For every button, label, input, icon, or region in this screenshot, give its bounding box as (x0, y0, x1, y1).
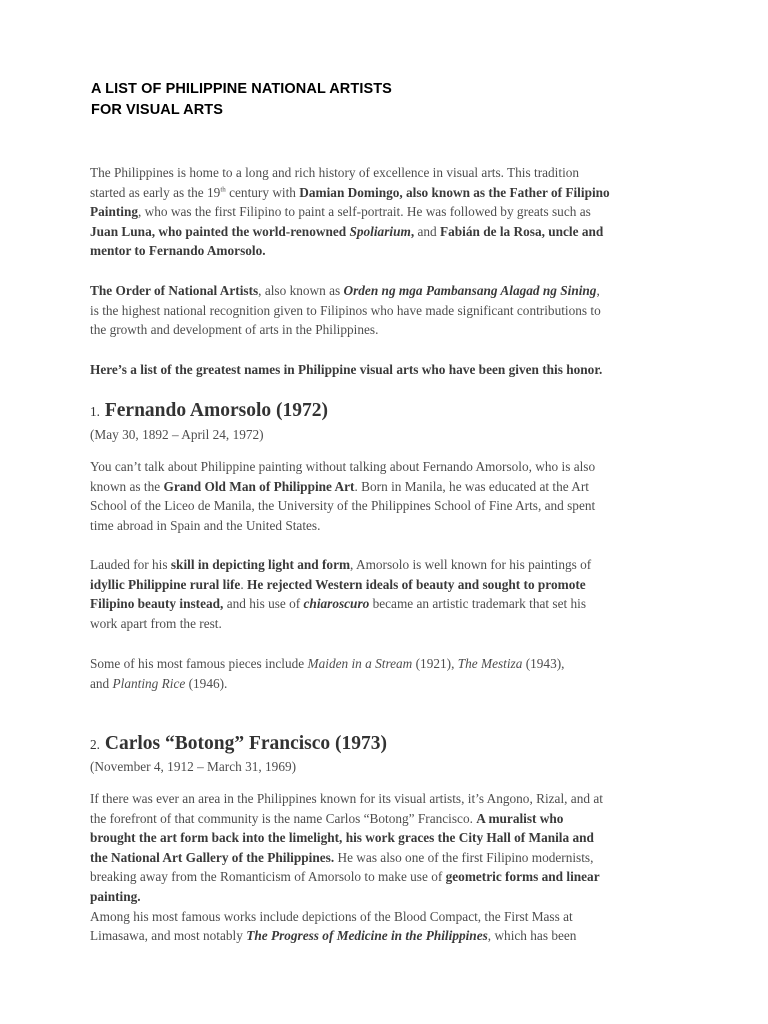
artist-2-dates: (November 4, 1912 – March 31, 1969) (90, 759, 297, 774)
title-line-1: A LIST OF PHILIPPINE NATIONAL ARTISTS (91, 81, 392, 97)
artist-1-dates: (May 30, 1892 – April 24, 1972) (90, 427, 264, 442)
artist-2-heading: 2. Carlos “Botong” Francisco (1973) (90, 733, 388, 754)
artist-1-paragraph-2: Lauded for his skill in depicting light and form, Amorsolo is well known for his paintings of idyllic Philippine rural life. He rejected Western ideals of beauty and sought to promote Filipino beauty instead, and his use of chiaroscuro became an artistic trademark that set his work apart from the rest. (90, 557, 592, 631)
artist-2-paragraph-1: If there was ever an area in the Philippines known for its visual artists, it’s Angono, Rizal, and at the forefront of that community is the name Carlos “Botong” Francisco. A muralist who brought the art form back into the limelight, his work graces the City Hall of Manila and the National Art Gallery of the Philippines. He was also one of the first Filipino modernists, breaking away from the Romanticism of Amorsolo to make use of geometric forms and linear painting. Among his most famous works include depictions of the Blood Compact, the First Mass at Limasawa, and most notably The Progress of Medicine in the Philippines, which has been (90, 791, 603, 944)
artist-1-heading: 1. Fernando Amorsolo (1972) (90, 400, 329, 421)
artist-1-paragraph-1: You can’t talk about Philippine painting without talking about Fernando Amorsolo, who is also known as the Grand Old Man of Philippine Art. Born in Manila, he was educated at the Art School of the Liceo de Manila, the University of the Philippines School of Fine Arts, and spent time abroad in Spain and the United States. (90, 459, 596, 533)
intro-paragraph: The Philippines is home to a long and rich history of excellence in visual arts. This tradition started as early as the 19th century with Damian Domingo, also known as the Father of Filipino Painting, who was the first Filipino to paint a self-portrait. He was followed by greats such as Juan Luna, who painted the world-renowned Spoliarium, and Fabián de la Rosa, uncle and mentor to Fernando Amorsolo. (90, 165, 610, 259)
order-paragraph: The Order of National Artists, also known as Orden ng mga Pambansang Alagad ng Sining, is the highest national recognition given to Filipinos who have made significant contributions to the growth and development of arts in the Philippines. (90, 283, 601, 338)
list-intro-paragraph: Here’s a list of the greatest names in Philippine visual arts who have been given this honor. (90, 362, 603, 377)
title-line-2: FOR VISUAL ARTS (91, 102, 224, 118)
artist-1-paragraph-3: Some of his most famous pieces include Maiden in a Stream (1921), The Mestiza (1943), and Planting Rice (1946). (90, 656, 565, 691)
document-title (91, 79, 392, 121)
